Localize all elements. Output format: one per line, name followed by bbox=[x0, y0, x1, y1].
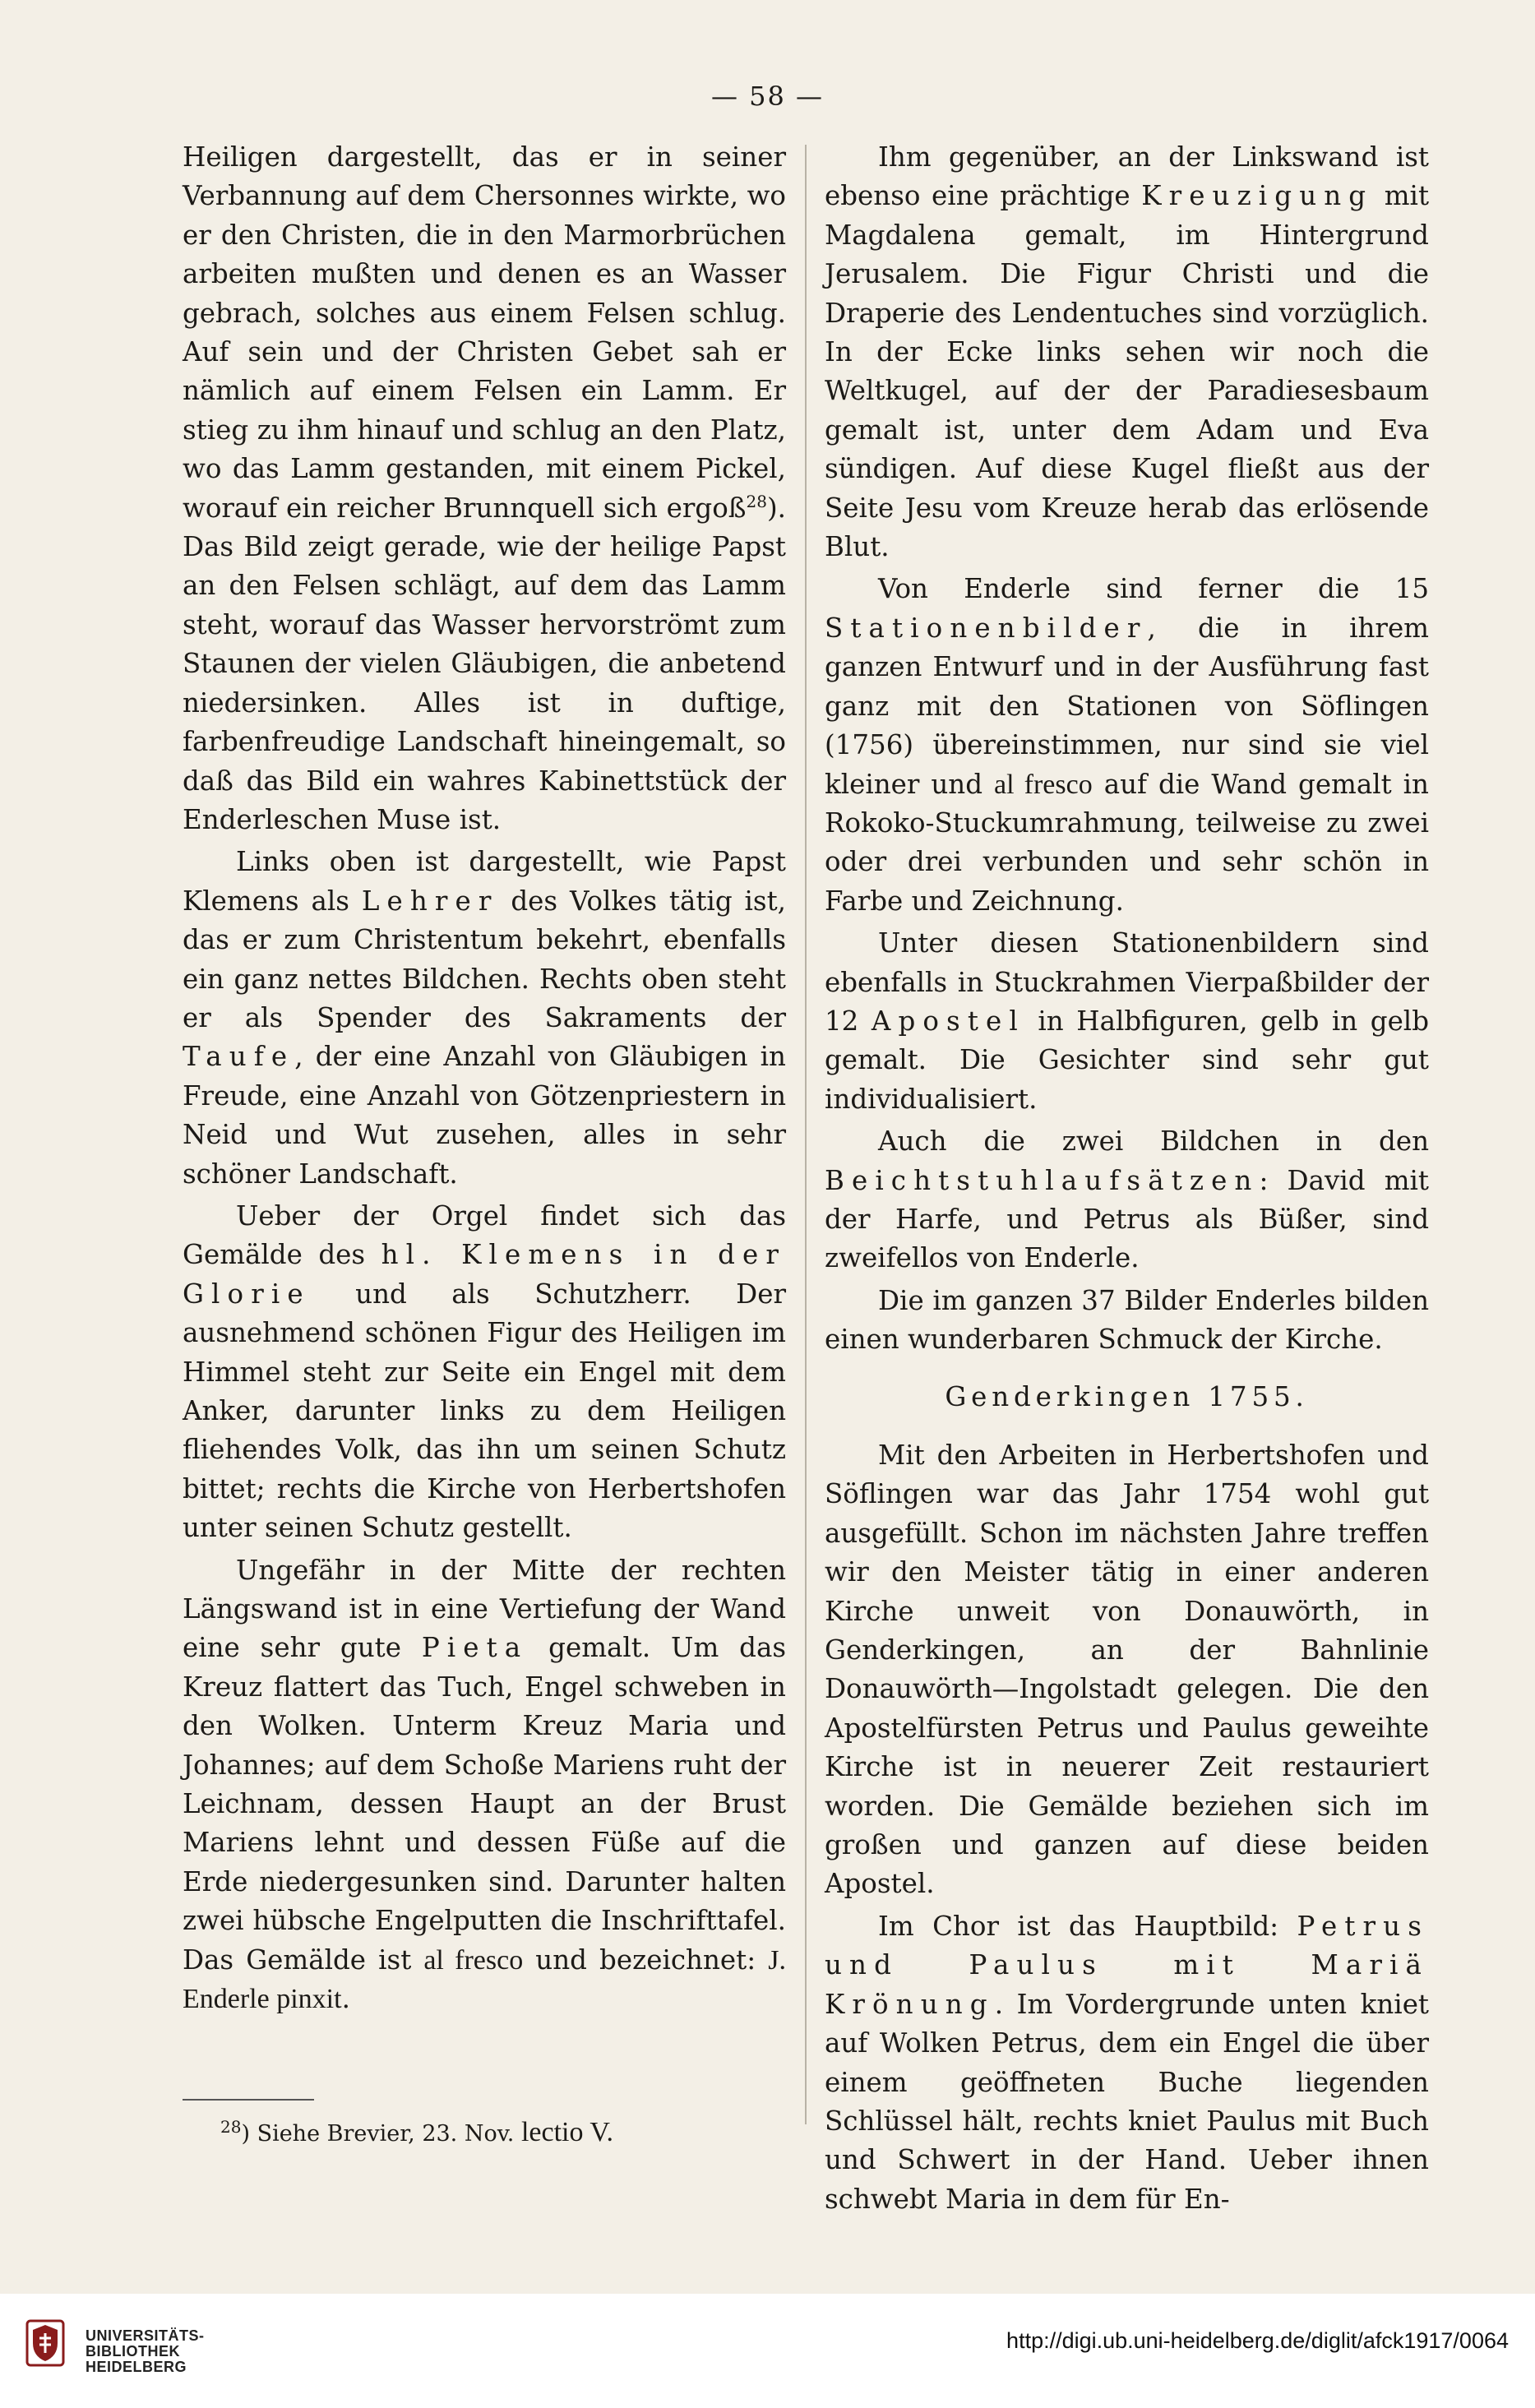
paragraph: Links oben ist dargestellt, wie Papst Klemens als Lehrer des Volkes tätig ist, das er zum Christentum bekehrt, ebenfalls ein ganz nettes Bildchen. Rechts oben steht er als Spender des Sakraments der Taufe, der eine Anzahl von Gläubigen in Freude, eine Anzahl von Götzenpriestern in Neid und Wut zusehen, alles in sehr schöner Landschaft. bbox=[183, 846, 786, 1190]
left-column bbox=[183, 138, 786, 2019]
page-number: — 58 — bbox=[710, 81, 825, 112]
right-column bbox=[825, 138, 1429, 2219]
paragraph: Auch die zwei Bildchen in den Beichtstuhlaufsätzen: David mit der Harfe, und Petrus als Büßer, sind zweifellos von Enderle. bbox=[825, 1125, 1429, 1274]
footnote-ref[interactable]: 28 bbox=[746, 491, 767, 511]
footnote-number: 28 bbox=[220, 2117, 242, 2137]
digitization-footer bbox=[0, 2294, 1535, 2408]
paragraph: Ungefähr in der Mitte der rechten Längswand ist in eine Vertiefung der Wand eine sehr gute Pieta gemalt. Um das Kreuz flattert das Tuch, Engel schweben in den Wolken. Unterm Kreuz Maria und Johannes; auf dem Schoße Mariens ruht der Leichnam, dessen Haupt an der Brust Mariens lehnt und dessen Füße auf die Erde niedergesunken sind. Darunter halten zwei hübsche Engelputten die Inschrifttafel. Das Gemälde ist al fresco und bezeichnet: J. Enderle pinxit. bbox=[183, 1554, 786, 2015]
university-seal-icon bbox=[25, 2318, 66, 2368]
paragraph: Die im ganzen 37 Bilder Enderles bilden einen wunderbaren Schmuck der Kirche. bbox=[825, 1284, 1429, 1356]
paragraph: Unter diesen Stationenbildern sind ebenfalls in Stuckrahmen Vierpaßbilder der 12 Apostel in Halbfiguren, gelb in gelb gemalt. Die Gesichter sind sehr gut individualisiert. bbox=[825, 927, 1430, 1115]
section-heading: Genderkingen 1755. bbox=[945, 1380, 1309, 1412]
paragraph: Ihm gegenüber, an der Linkswand ist ebenso eine prächtige Kreuzigung mit Magdalena gemalt, im Hintergrund Jerusalem. Die Figur Christi und die Draperie des Lendentuches sind vorzüglich. In der Ecke links sehen wir noch die Weltkugel, auf der der Paradiesesbaum gemalt ist, unter dem Adam und Eva sündigen. Auf diese Kugel fließt aus der Seite Jesu vom Kreuze herab das erlösende Blut. bbox=[825, 141, 1429, 563]
paragraph: Heiligen dargestellt, das er in seiner Verbannung auf dem Chersonnes wirkte, wo er den Christen, die in den Marmorbrüchen arbeiten mußten und denen es an Wasser gebrach, solches aus einem Felsen schlug. Auf sein und der Christen Gebet sah er nämlich auf einem Felsen ein Lamm. Er stieg zu ihm hinauf und schlug an den Platz, wo das Lamm gestanden, mit einem Pickel, worauf ein reicher Brunnquell sich ergoß$^{28}$). Das Bild zeigt gerade, wie der heilige Papst an den Felsen schlägt, auf dem das Lamm steht, worauf das Wasser hervorströmt zum Staunen der vielen Gläubigen, die anbetend niedersinken. Alles ist in duftige, farbenfreudige Landschaft hineingemalt, so daß das Bild ein wahres Kabinettstück der Enderleschen Muse ist. bbox=[183, 141, 786, 835]
library-name: UNIVERSITÄTS- BIBLIOTHEK HEIDELBERG bbox=[86, 2327, 205, 2375]
paragraph: Mit den Arbeiten in Herbertshofen und Söflingen war das Jahr 1754 wohl gut ausgefüllt. Schon im nächsten Jahre treffen wir den Meister tätig in einer anderen Kirche unweit von Donauwörth, in Genderkingen, an der Bahnlinie Donauwörth—Ingolstadt gelegen. Die den Apostelfürsten Petrus und Paulus geweihte Kirche ist in neuerer Zeit restauriert worden. Die Gemälde beziehen sich im großen und ganzen auf diese beiden Apostel. bbox=[825, 1440, 1429, 1900]
footnote: $^{28}$) Siehe Brevier, 23. Nov. lectio V. bbox=[220, 2117, 614, 2147]
source-url-link[interactable]: http://digi.ub.uni-heidelberg.de/diglit/afck1917/0064 bbox=[1006, 2328, 1509, 2353]
paragraph: Ueber der Orgel findet sich das Gemälde des hl. Klemens in der Glorie und als Schutzherr. Der ausnehmend schönen Figur des Heiligen im Himmel steht zur Seite ein Engel mit dem Anker, darunter links zu dem Heiligen fliehendes Volk, das ihn um seinen Schutz bittet; rechts die Kirche von Herbertshofen unter seinen Schutz gestellt. bbox=[183, 1199, 787, 1544]
footnote-rule bbox=[183, 2099, 314, 2101]
paragraph: Von Enderle sind ferner die 15 Stationenbilder, die in ihrem ganzen Entwurf und in der Ausführung fast ganz mit den Stationen von Söflingen (1756) übereinstimmen, nur sind sie viel kleiner und al fresco auf die Wand gemalt in Rokoko-Stuckumrahmung, teilweise zu zwei oder drei verbunden und sehr schön in Farbe und Zeichnung. bbox=[825, 573, 1429, 917]
paragraph: Im Chor ist das Hauptbild: Petrus und Paulus mit Mariä Krönung. Im Vordergrunde unten kniet auf Wolken Petrus, dem ein Engel die über einem geöffneten Buche liegenden Schlüssel hält, rechts kniet Paulus mit Buch und Schwert in der Hand. Ueber ihnen schwebt Maria in dem für En- bbox=[825, 1910, 1429, 2215]
column-divider bbox=[805, 145, 807, 2124]
